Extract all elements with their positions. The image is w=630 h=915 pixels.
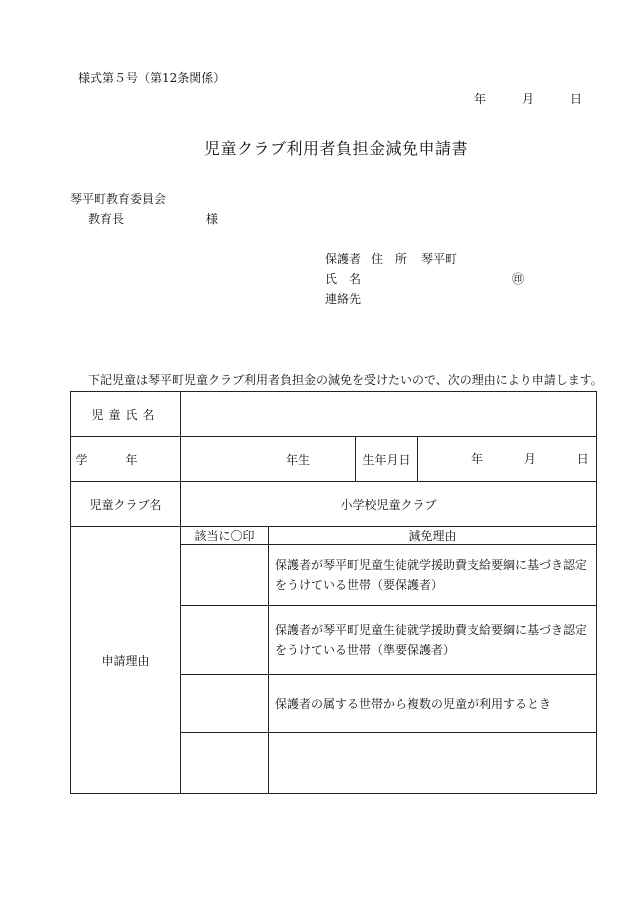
date-month-label: 月 bbox=[522, 92, 535, 106]
intro-text: 下記児童は琴平町児童クラブ利用者負担金の減免を受けたいので、次の理由により申請します。 bbox=[88, 373, 603, 387]
child-name-field[interactable] bbox=[181, 392, 597, 437]
mark-header: 該当に〇印 bbox=[181, 527, 269, 545]
reason-header: 減免理由 bbox=[269, 527, 597, 545]
club-label: 児童クラブ名 bbox=[71, 482, 181, 527]
child-name-row bbox=[71, 392, 597, 437]
application-table bbox=[70, 391, 597, 794]
date-year-label: 年 bbox=[474, 92, 487, 106]
club-value: 小学校児童クラブ bbox=[340, 497, 437, 512]
contact-label: 連絡先 bbox=[325, 292, 362, 306]
birthdate-label: 生年月日 bbox=[356, 437, 418, 482]
child-name-label: 児童氏名 bbox=[71, 392, 181, 437]
grade-label: 学年 bbox=[71, 437, 181, 482]
grade-row bbox=[71, 437, 597, 482]
date-day-label: 日 bbox=[570, 92, 583, 106]
reason-mark-cell[interactable] bbox=[181, 606, 269, 675]
name-label: 氏 名 bbox=[325, 272, 362, 286]
reason-mark-cell[interactable] bbox=[181, 545, 269, 606]
reason-mark-cell[interactable] bbox=[181, 733, 269, 794]
reason-text[interactable] bbox=[269, 733, 597, 794]
addressee-honorific: 様 bbox=[206, 212, 219, 226]
reason-label: 申請理由 bbox=[71, 527, 181, 794]
reason-text: 保護者が琴平町児童生徒就学援助費支給要綱に基づき認定をうけている世帯（準要保護者） bbox=[269, 606, 597, 675]
address-value: 琴平町 bbox=[421, 252, 458, 266]
reason-header-row bbox=[71, 527, 597, 545]
guardian-label: 保護者 bbox=[325, 252, 362, 266]
document-title: 児童クラブ利用者負担金減免申請書 bbox=[204, 139, 469, 158]
reason-text: 保護者が琴平町児童生徒就学援助費支給要綱に基づき認定をうけている世帯（要保護者） bbox=[269, 545, 597, 606]
birth-day-label: 日 bbox=[576, 452, 589, 466]
address-label: 住 所 bbox=[371, 252, 408, 266]
grade-field[interactable] bbox=[181, 437, 356, 482]
reason-mark-cell[interactable] bbox=[181, 675, 269, 733]
addressee-org: 琴平町教育委員会 bbox=[70, 192, 167, 206]
birth-month-label: 月 bbox=[523, 452, 536, 466]
form-number: 様式第５号（第12条関係） bbox=[78, 71, 226, 85]
club-row bbox=[71, 482, 597, 527]
addressee-position: 教育長 bbox=[88, 212, 125, 226]
reason-text: 保護者の属する世帯から複数の児童が利用するとき bbox=[269, 675, 597, 733]
birth-year-label: 年 bbox=[471, 452, 484, 466]
birthdate-field[interactable] bbox=[418, 437, 597, 482]
seal-mark: ㊞ bbox=[512, 272, 525, 286]
club-field[interactable] bbox=[181, 482, 597, 527]
grade-suffix: 年生 bbox=[286, 452, 311, 467]
